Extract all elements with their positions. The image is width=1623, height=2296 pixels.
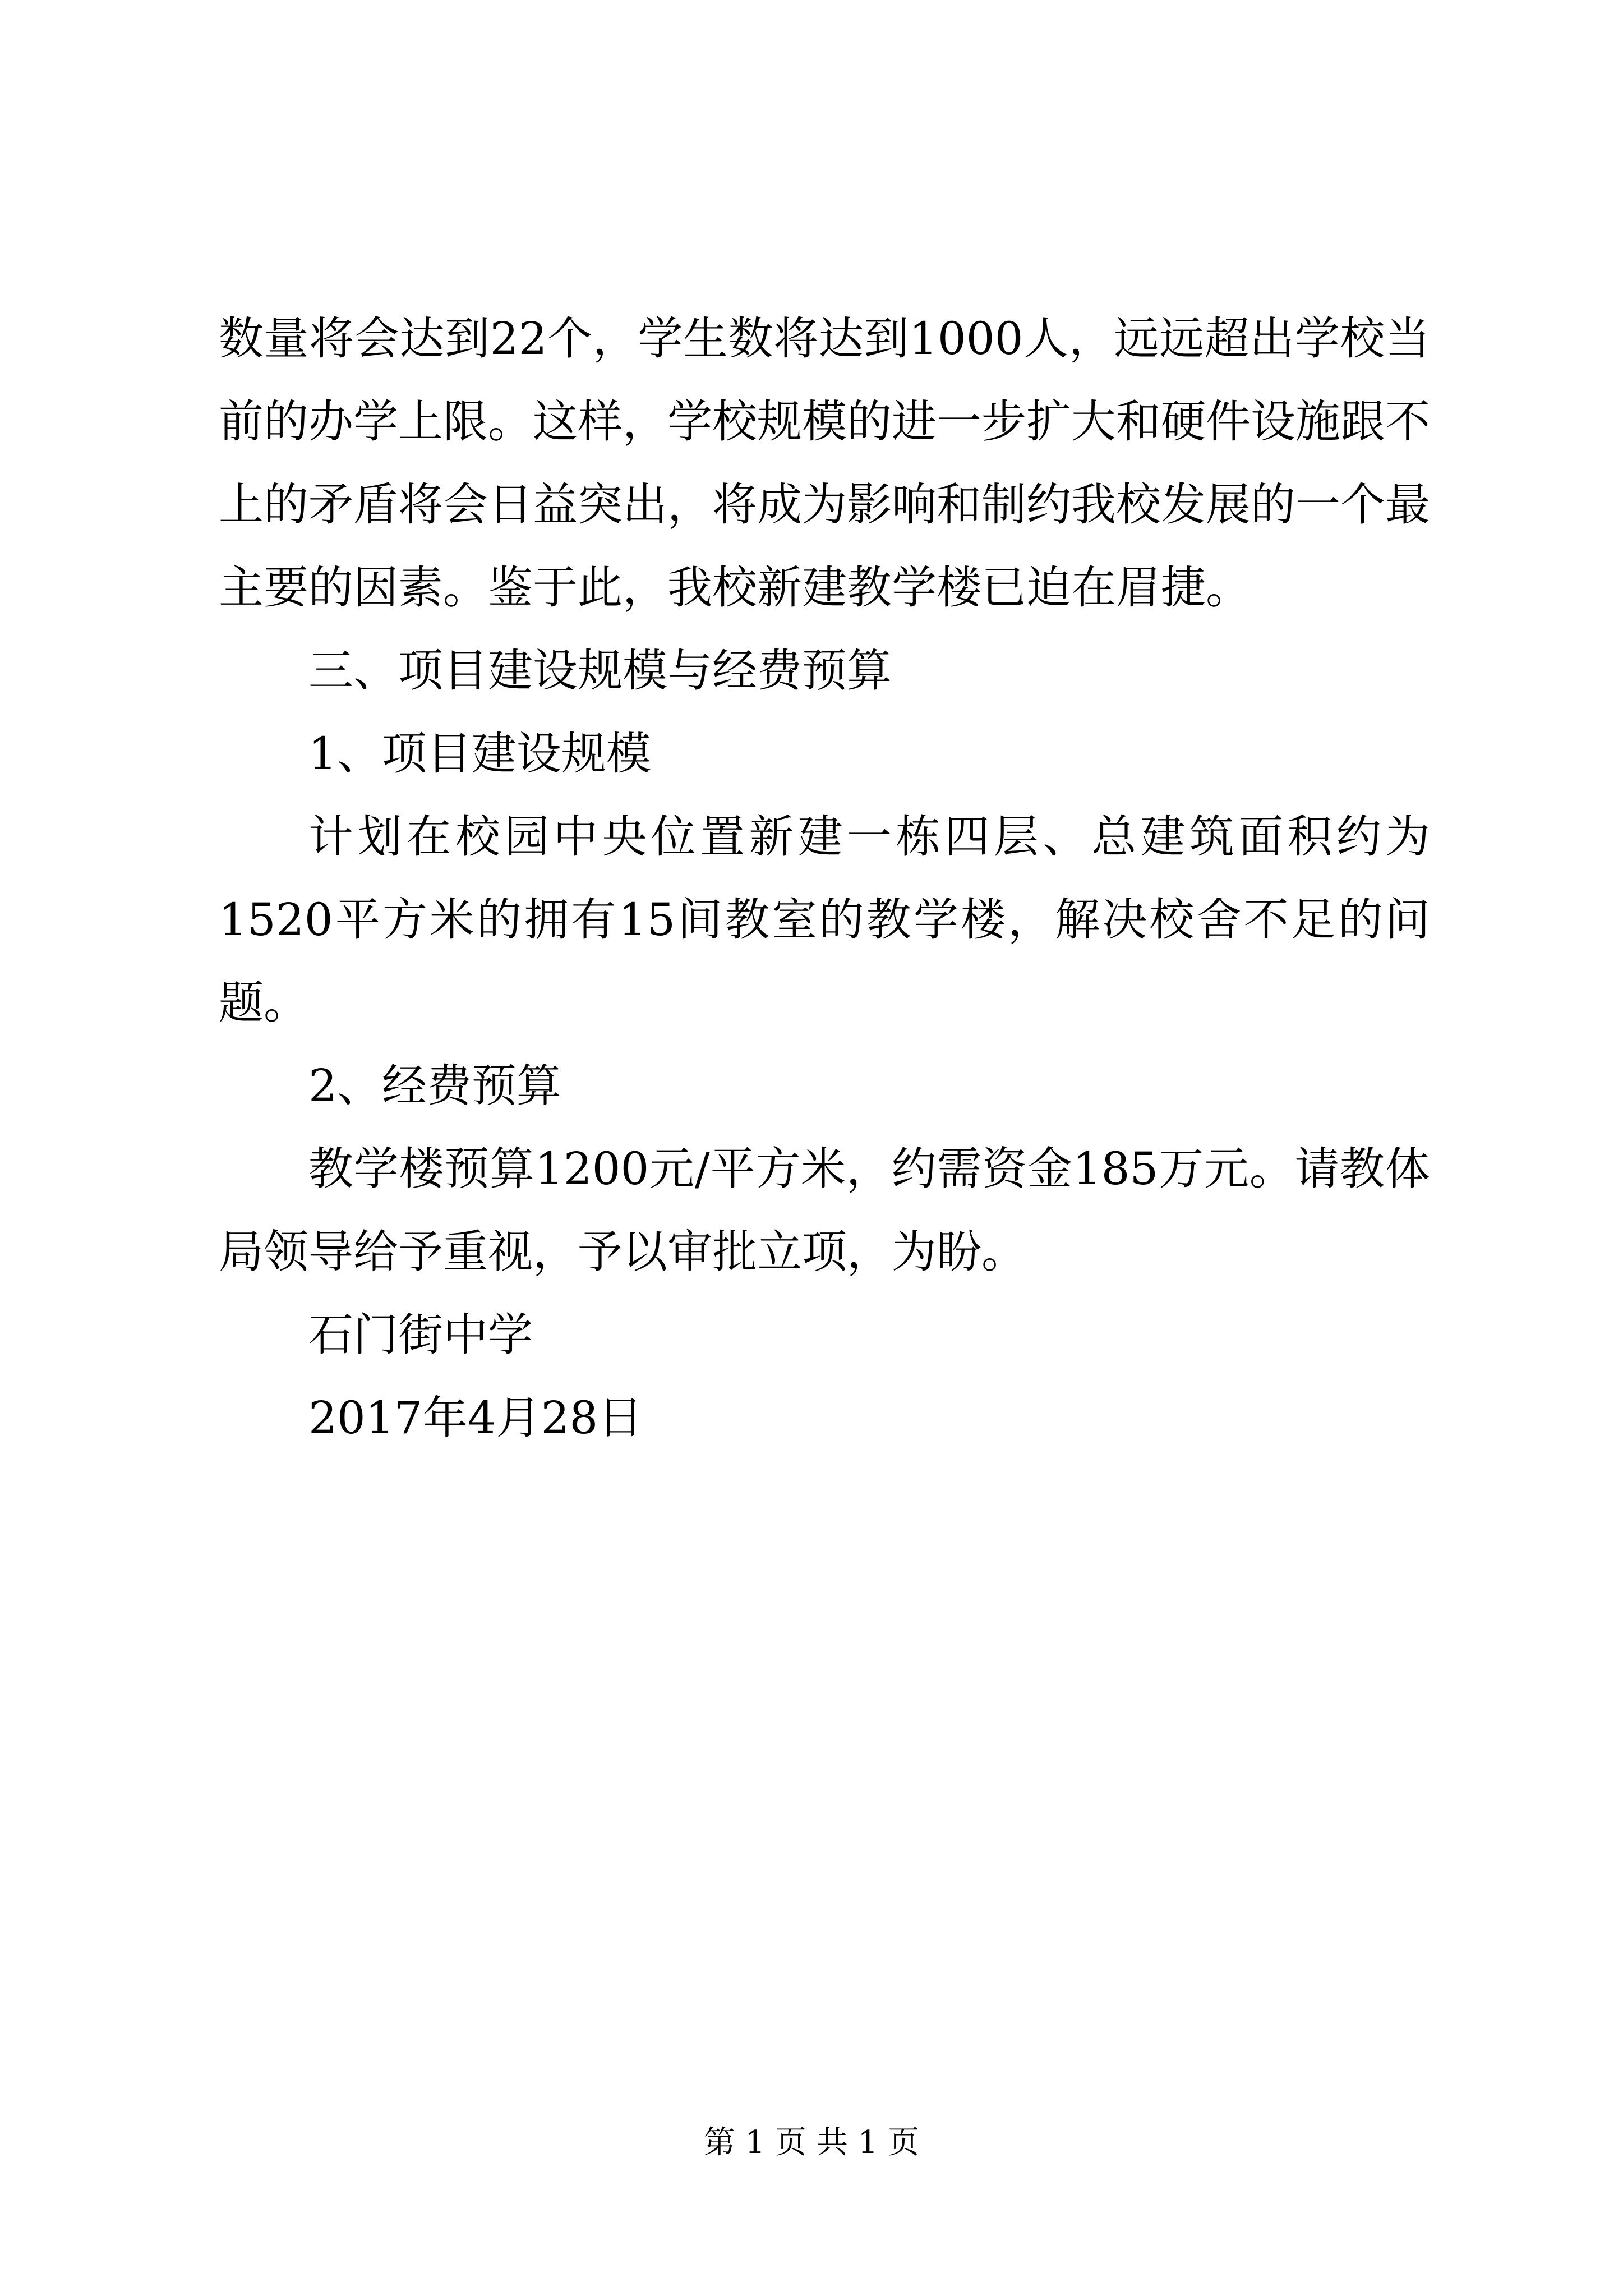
signature-date: 2017年4月28日 (308, 1392, 643, 1444)
subsection-heading: 1、项目建设规模 (308, 728, 651, 780)
paragraph-continuation: 数量将会达到22个，学生数将达到1000人，远远超出学校当前的办学上限。这样，学校规模的进一步扩大和硬件设施跟不上的矛盾将会日益突出，将成为影响和制约我校发展的一个最主要的因素。鉴于此，我校新建教学楼已迫在眉捷。 (219, 312, 1430, 614)
paragraph-scale: 计划在校园中央位置新建一栋四层、总建筑面积约为1520平方米的拥有15间教室的教学楼，解决校舍不足的问题。 (219, 811, 1430, 1029)
paragraph-budget: 教学楼预算1200元/平方米，约需资金185万元。请教体局领导给予重视，予以审批立项，为盼。 (219, 1143, 1430, 1278)
document-body (219, 297, 1430, 1460)
page-footer (0, 2120, 1623, 2165)
subsection-heading: 2、经费预算 (308, 1060, 561, 1112)
signature-organization: 石门街中学 (308, 1309, 533, 1361)
page-number-label: 第 1 页 共 1 页 (703, 2124, 920, 2161)
section-heading: 三、项目建设规模与经费预算 (308, 645, 892, 697)
